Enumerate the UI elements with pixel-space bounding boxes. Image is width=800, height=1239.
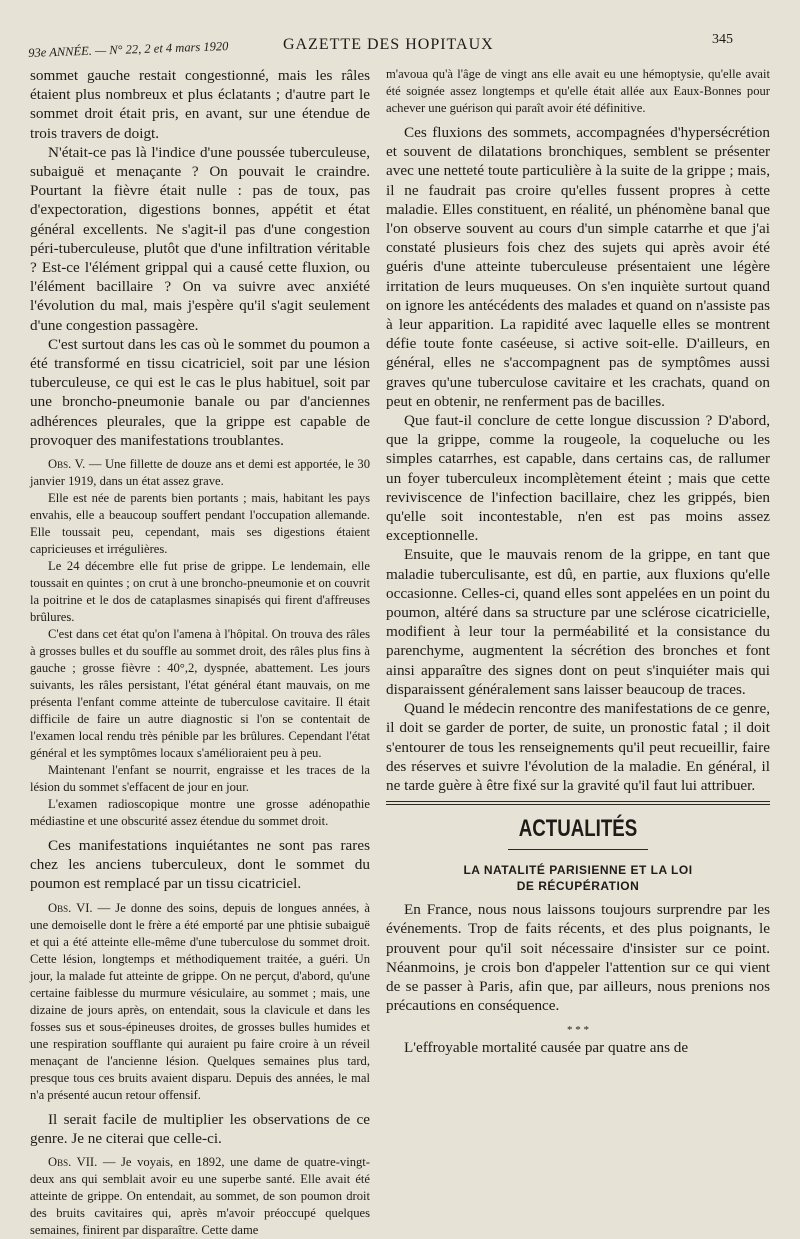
article-subtitle-line-1: LA NATALITÉ PARISIENNE ET LA LOI <box>463 863 693 878</box>
right-column <box>386 66 770 1138</box>
paragraph-text: Ensuite, que le mauvais renom de la grippe, en tant que maladie tuberculisante, est dû, en partie, aux fluxions qu'elle occasionne. Celles-ci, quand elles sont appelées en un point du poumon, altéré dans sa structure par une sclérose cicatricielle, modifient à leur tour la perméabilité et la consistance du parenchyme, augmentent la sécrétion des bronches et font ainsi apparaître des signes dont on peut s'inquiéter mais qui disparaissent généralement sans laisser beaucoup de traces. <box>386 546 770 698</box>
paragraph <box>30 796 370 830</box>
paragraph-text: Le 24 décembre elle fut prise de grippe. Le lendemain, elle toussait en quintes ; on crut à une broncho-pneumonie et on couvrit la poitrine et le dos de cataplasmes sinapisés qui firent d'affreuses brûlures. <box>30 559 370 625</box>
left-column <box>30 66 370 1238</box>
paragraph <box>386 411 770 545</box>
paragraph-text: N'était-ce pas là l'indice d'une poussée tuberculeuse, subaiguë et menaçante ? On pouvait le craindre. Pourtant la fièvre était nulle : pas de toux, pas d'expectoration, digestions bonnes, appétit et état général excellents. Ne s'agit-il pas d'une congestion péri-tuberculeuse, plutôt que d'une infiltration véritable ? Est-ce l'élément grippal qui a causé cette fluxion, ou l'élément bacillaire ? On va suivre avec anxiété l'évolution du mal, mais j'espère qu'il s'agit seulement d'une congestion passagère. <box>30 143 370 334</box>
article-subtitle-line-2: DE RÉCUPÉRATION <box>516 879 640 894</box>
observation-paragraph <box>30 1154 370 1239</box>
paragraph <box>30 626 370 762</box>
paragraph <box>386 699 770 795</box>
paragraph-text: C'est surtout dans les cas où le sommet du poumon a été transformé en tissu cicatriciel, soit par une lésion tuberculeuse, ce qui est le cas le plus habituel, soit par une broncho-pneumonie banale ou par d'anciennes adhérences pleurales, que la grippe est capable de provoquer des manifestations troublantes. <box>30 335 370 449</box>
paragraph-text: Que faut-il conclure de cette longue discussion ? D'abord, que la grippe, comme la rougeole, la coqueluche ou les simples catarrhes, est capable, dans certains cas, de rallumer un foyer tuberculeux incomplètement éteint ; mais que cette reviviscence de l'infection bacillaire, chez les grippés, bien qu'elle soit incontestable, n'en est pas moins assez exceptionnelle. <box>386 412 770 545</box>
issue-info: 93e ANNÉE. — N° 22, 2 et 4 mars 1920 <box>28 39 229 60</box>
observation-paragraph <box>30 900 370 1104</box>
paragraph-text: m'avoua qu'à l'âge de vingt ans elle avait eu une hémoptysie, qu'elle avait été soignée assez longtemps et qu'elle était allée aux Eaux-Bonnes pour achever une guérison qui paraît avoir été définitive. <box>386 67 770 115</box>
paragraph-text: — Je donne des soins, depuis de longues années, à une demoiselle dont le frère a été emporté par une phtisie subaiguë et qui a été atteinte elle-même d'une tuberculose du sommet droit. Cette lésion, longtemps et méthodiquement traitée, a guéri. Un jour, la malade fut atteinte de grippe. On ne perçut, d'abord, qu'une certaine faiblesse du murmure vésiculaire, au sommet ; mais, une dizaine de jours après, on entendait, sous la clavicule et dans les fosses sus et sous-épineuses droites, de grosses bulles humides et une respiration soufflante qui auraient pu faire croire à un réveil menaçant de l'ancienne lésion. Quelques semaines plus tard, presque tous ces bruits avaient disparu. Depuis des années, le mal n'a présenté aucun retour offensif. <box>30 900 370 1102</box>
paragraph <box>386 545 770 699</box>
observation-label: Obs. VII. <box>48 1155 98 1170</box>
paragraph <box>386 900 770 1015</box>
paragraph-text: Elle est née de parents bien portants ; mais, habitant les pays envahis, elle a beaucoup souffert pendant l'occupation allemande. Elle toussait peu, cependant, mais ses digestions étaient capricieuses et irrégulières. <box>30 491 370 557</box>
section-title-underline <box>508 849 648 850</box>
paragraph-text: L'examen radioscopique montre une grosse adénopathie médiastine et une obscurité assez étendue du sommet droit. <box>30 797 370 829</box>
observation-label: Obs. VI. <box>48 900 93 915</box>
paragraph-text: Quand le médecin rencontre des manifestations de ce genre, il doit se garder de porter, de suite, un pronostic fatal ; il doit s'entourer de tous les renseignements qu'il peut recueillir, faire des réserves et suivre l'évolution de la maladie. En général, il ne tarde guère à être fixé sur la gravité qu'il faut lui attribuer. <box>386 700 770 794</box>
section-title: ACTUALITÉS <box>518 815 638 843</box>
page-number: 345 <box>712 32 733 47</box>
journal-title: GAZETTE DES HOPITAUX <box>283 36 494 53</box>
paragraph <box>386 123 770 411</box>
paragraph <box>30 66 370 143</box>
paragraph-text: Il serait facile de multiplier les observations de ce genre. Je ne citerai que celle-ci. <box>30 1110 370 1147</box>
paragraph <box>30 490 370 558</box>
paragraph <box>30 1110 370 1148</box>
paragraph-text: C'est dans cet état qu'on l'amena à l'hôpital. On trouva des râles à grosses bulles et du souffle au sommet droit, des râles plus fins à gauche ; grosse fièvre : 40°,2, dyspnée, abattement. Les jours suivants, les râles persistant, l'état général étant mauvais, on me présenta l'enfant comme atteinte de tuberculose cavitaire. Il était difficile de faire un autre diagnostic si l'on se contentait de l'examen local rendu très pénible par les brûlures. Cependant l'état général et les symptômes locaux s'amélioraient peu à peu. <box>30 627 370 761</box>
paragraph <box>386 66 770 117</box>
paragraph-text: — Je voyais, en 1892, une dame de quatre-vingt-deux ans qui semblait avoir eu une superbe santé. Elle avait été atteinte de grippe. On entendait, au sommet, de son poumon droit des bruits cavitaires qui, après m'avoir préoccupé quelques semaines, finirent par disparaître. Cette dame <box>30 1155 370 1238</box>
paragraph-text: sommet gauche restait congestionné, mais les râles étaient plus nombreux et plus éclatants ; d'autre part le sommet droit était pris, en avant, sur une étendue de trois travers de doigt. <box>30 67 370 142</box>
paragraph-text: Ces manifestations inquiétantes ne sont pas rares chez les anciens tuberculeux, dont le sommet du poumon est remplacé par un tissu cicatriciel. <box>30 837 370 893</box>
paragraph <box>30 335 370 450</box>
observation-paragraph <box>30 456 370 490</box>
observation-label: Obs. V. <box>48 457 86 472</box>
paragraph-text: Ces fluxions des sommets, accompagnées d'hypersécrétion et souvent de dilatations bronchiques, semblent se présenter avec une netteté toute particulière à la suite de la grippe ; mais, il ne faudrait pas croire qu'elles fussent propres à cette maladie. Elles constituent, en réalité, un phénomène banal que l'on observe souvent au cours d'un simple catarrhe et que j'ai constaté plusieurs fois chez des sujets qui après avoir été guéris d'une atteinte tuberculeuse présentaient une légère irritation de leurs muqueuses. On s'en inquiète surtout quand on ignore les antécédents des malades et quand on n'assiste pas à leur apparition. La rapidité avec laquelle elles se montrent défie toute fonte caséeuse, si active soit-elle. D'ailleurs, en général, elles ne s'accompagnent pas de symptômes aussi graves qu'une tuberculose cavitaire et les crachats, quand on peut en obtenir, ne renferment pas de bacilles. <box>386 124 770 410</box>
paragraph-text: — Une fillette de douze ans et demi est apportée, le 30 janvier 1919, dans un état assez grave. <box>30 457 370 489</box>
right-column-article-end <box>386 66 770 795</box>
paragraph <box>30 762 370 796</box>
section-divider <box>386 801 770 802</box>
paragraph-text: Maintenant l'enfant se nourrit, engraisse et les traces de la lésion du sommet s'effacent de jour en jour. <box>30 763 370 795</box>
paragraph <box>30 143 370 335</box>
section-divider-double <box>386 804 770 805</box>
paragraph <box>30 836 370 894</box>
paragraph-text: En France, nous nous laissons toujours surprendre par les événements. Trop de faits récents, et des plus poignants, le prouvent pour qu'il soit nécessaire d'insister sur ce point. Néanmoins, je crois bon d'appeler l'attention sur ce qui vient de se passer à Paris, afin que, par ailleurs, nous prenions nos précautions en conséquence. <box>386 901 770 1015</box>
section-break-stars: * * * <box>567 1024 589 1037</box>
actualites-article <box>386 900 770 1057</box>
paragraph <box>30 558 370 626</box>
paragraph <box>386 1038 770 1057</box>
paragraph-text: L'effroyable mortalité causée par quatre ans de <box>404 1039 689 1057</box>
